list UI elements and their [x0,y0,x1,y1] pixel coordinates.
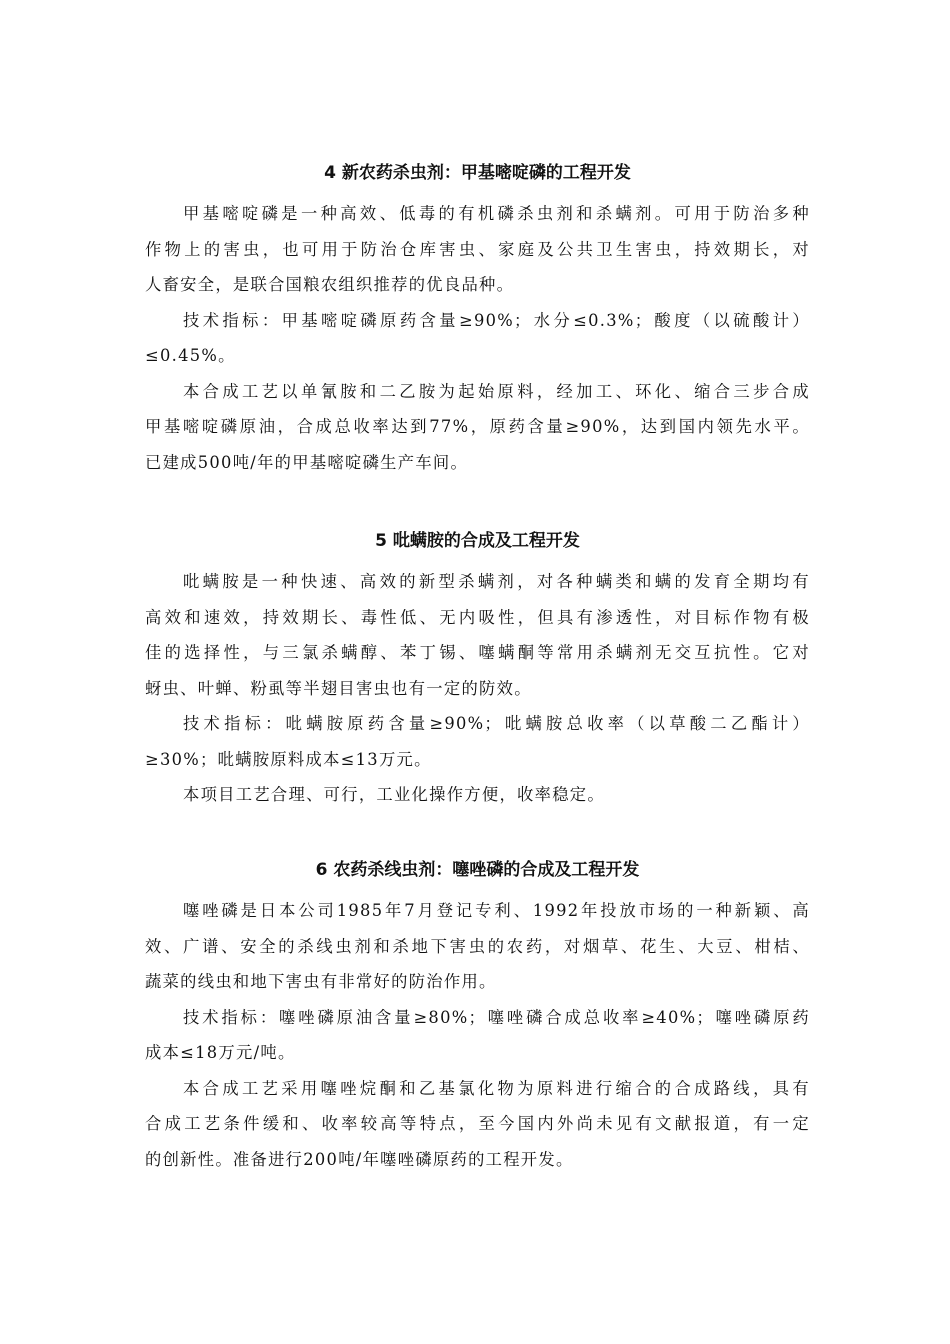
paragraph-line: 本项目工艺合理、可行，工业化操作方便，收率稳定。 [183,785,605,804]
paragraph-line: ≥30%；吡螨胺原料成本≤13万元。 [145,749,432,769]
paragraph-line: 技术指标：吡螨胺原药含量≥90%；吡螨胺总收率（以草酸二乙酯计） [183,714,810,733]
section-4 [145,158,810,480]
paragraph-line: 蔬菜的线虫和地下害虫有非常好的防治作用。 [145,972,497,991]
section-heading: 5 吡螨胺的合成及工程开发 [375,531,580,551]
paragraph-line: 的创新性。准备进行200吨/年噻唑磷原药的工程开发。 [145,1149,574,1169]
section-5 [145,526,810,813]
paragraph-line: 本合成工艺采用噻唑烷酮和乙基氯化物为原料进行缩合的合成路线，具有 [183,1078,810,1098]
paragraph-line: 技术指标：甲基嘧啶磷原药含量≥90%；水分≤0.3%；酸度（以硫酸计） [183,310,810,330]
paragraph-line: 蚜虫、叶蝉、粉虱等半翅目害虫也有一定的防效。 [145,678,532,698]
paragraph-line: 成本≤18万元/吨。 [145,1043,296,1062]
paragraph-line: 噻唑磷是日本公司1985年7月登记专利、1992年投放市场的一种新颖、高 [183,901,810,920]
paragraph-line: 人畜安全，是联合国粮农组织推荐的优良品种。 [145,275,515,294]
paragraph-line: 合成工艺条件缓和、收率较高等特点，至今国内外尚未见有文献报道，有一定 [145,1114,810,1133]
paragraph-line: 作物上的害虫，也可用于防治仓库害虫、家庭及公共卫生害虫，持效期长，对 [145,239,810,259]
section-heading: 6 农药杀线虫剂：噻唑磷的合成及工程开发 [315,860,640,880]
paragraph-line: 本合成工艺以单氰胺和二乙胺为起始原料，经加工、环化、缩合三步合成 [183,381,810,401]
paragraph-line: 技术指标：噻唑磷原油含量≥80%；噻唑磷合成总收率≥40%；噻唑磷原药 [183,1007,810,1027]
paragraph-line: 甲基嘧啶磷是一种高效、低毒的有机磷杀虫剂和杀螨剂。可用于防治多种 [183,204,810,223]
paragraph-line: 甲基嘧啶磷原油，合成总收率达到77%，原药含量≥90%，达到国内领先水平。 [145,417,810,436]
paragraph-line: 吡螨胺是一种快速、高效的新型杀螨剂，对各种螨类和螨的发育全期均有 [183,572,810,591]
paragraph-line: 效、广谱、安全的杀线虫剂和杀地下害虫的农药，对烟草、花生、大豆、柑桔、 [145,936,810,956]
section-heading: 4 新农药杀虫剂：甲基嘧啶磷的工程开发 [324,163,631,183]
paragraph-line: 佳的选择性，与三氯杀螨醇、苯丁锡、噻螨酮等常用杀螨剂无交互抗性。它对 [145,643,810,662]
paragraph-line: ≤0.45%。 [145,346,236,365]
paragraph-line: 已建成500吨/年的甲基嘧啶磷生产车间。 [145,452,469,472]
paragraph-line: 高效和速效，持效期长、毒性低、无内吸性，但具有渗透性，对目标作物有极 [145,607,810,627]
section-6 [145,855,810,1177]
